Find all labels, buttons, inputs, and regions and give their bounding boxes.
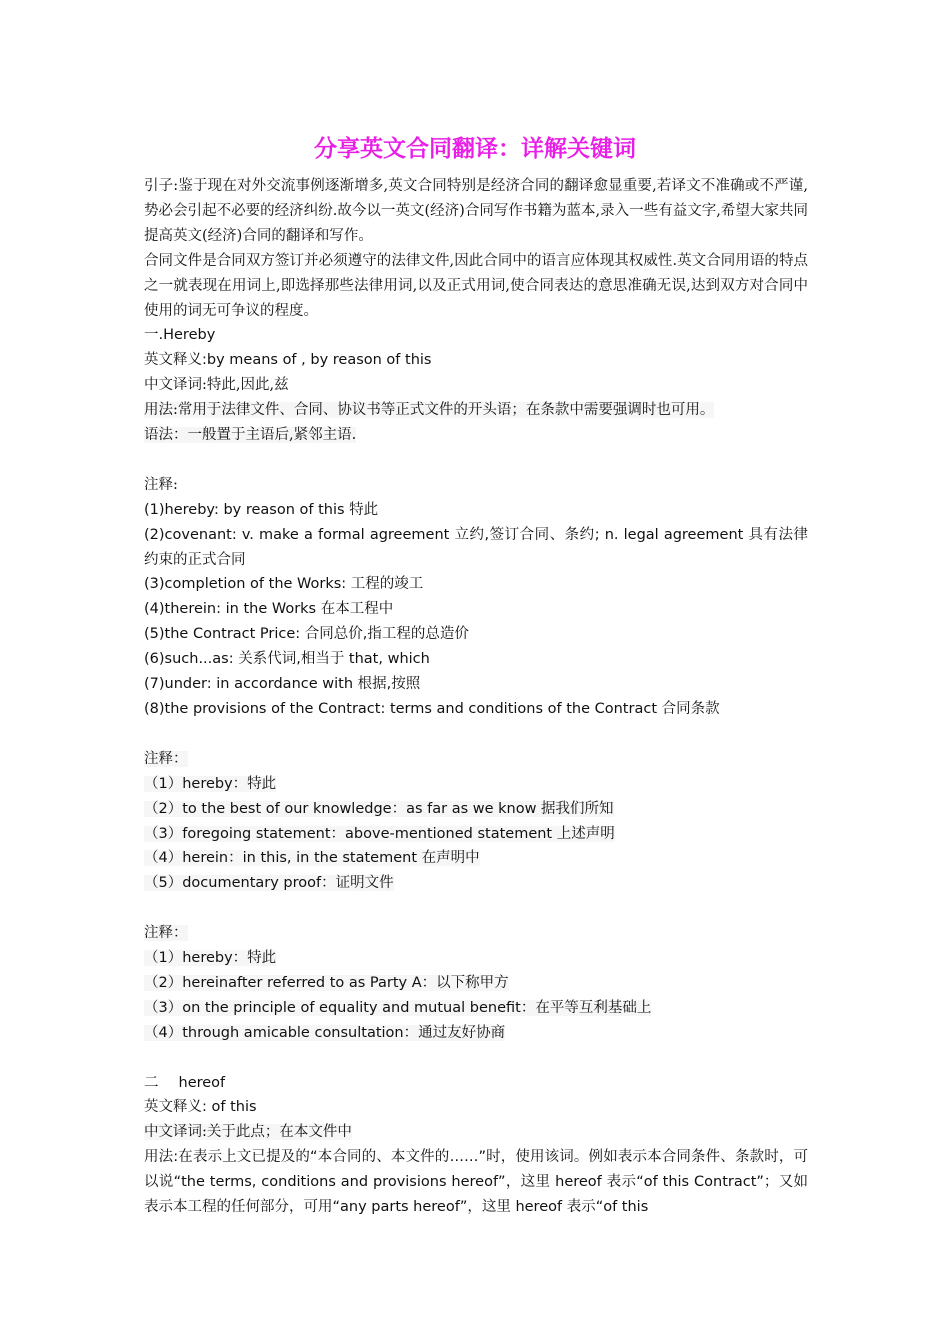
note-item: (4)therein: in the Works 在本工程中 bbox=[144, 601, 394, 618]
notes1-label: 注释: bbox=[144, 476, 178, 493]
note-item bbox=[144, 772, 808, 797]
note-item: (8)the provisions of the Contract: terms and conditions of the Contract 合同条款 bbox=[144, 701, 720, 718]
note-item bbox=[144, 946, 808, 971]
note-item: (3)completion of the Works: 工程的竣工 bbox=[144, 576, 424, 593]
note-item-text: （4）herein：in this, in the statement 在声明中 bbox=[144, 850, 480, 867]
legal-language-paragraph: 合同文件是合同双方签订并必须遵守的法律文件,因此合同中的语言应体现其权威性.英文合同用语的特点之一就表现在用词上,即选择那些法律用词,以及正式用词,使合同表达的意思准确无误,达到双方对合同中使用的词无可争议的程度。 bbox=[144, 252, 808, 319]
hereby-grammar bbox=[144, 423, 808, 448]
note-item-text: （2）to the best of our knowledge：as far as we know 据我们所知 bbox=[144, 800, 614, 817]
note-item bbox=[144, 996, 808, 1021]
hereof-heading-number: 二 bbox=[144, 1074, 159, 1091]
note-item-text: （3）foregoing statement：above-mentioned statement 上述声明 bbox=[144, 825, 615, 842]
notes3-label-text: 注释： bbox=[144, 925, 188, 942]
note-item: (5)the Contract Price: 合同总价,指工程的总造价 bbox=[144, 626, 469, 643]
note-item bbox=[144, 822, 808, 847]
hereby-chinese-definition: 中文译词:特此,因此,兹 bbox=[144, 377, 289, 394]
note-item: (7)under: in accordance with 根据,按照 bbox=[144, 676, 421, 693]
intro-paragraph: 引子:鉴于现在对外交流事例逐渐增多,英文合同特别是经济合同的翻译愈显重要,若译文不准确或不严谨,势必会引起不必要的经济纠纷.故今以一英文(经济)合同写作书籍为蓝本,录入一些有益文字,希望大家共同提高英文(经济)合同的翻译和写作。 bbox=[144, 178, 808, 244]
notes3-label bbox=[144, 921, 808, 946]
spacer bbox=[144, 722, 808, 747]
hereby-heading: 一.Hereby bbox=[144, 327, 216, 344]
hereby-english-definition: 英文释义:by means of , by reason of this bbox=[144, 352, 432, 369]
note-item-text: （1）hereby：特此 bbox=[144, 775, 277, 792]
note-item-text: （4）through amicable consultation：通过友好协商 bbox=[144, 1024, 506, 1041]
hereof-heading-word: hereof bbox=[178, 1074, 226, 1091]
note-item bbox=[144, 846, 808, 871]
note-item-text: （2）hereinafter referred to as Party A：以下称甲方 bbox=[144, 974, 509, 991]
hereof-chinese-definition-text: 中文译词:关于此点；在本文件中 bbox=[144, 1124, 352, 1141]
note-item bbox=[144, 1021, 808, 1046]
note-item: (6)such...as: 关系代词,相当于 that, which bbox=[144, 651, 430, 668]
document-title: 分享英文合同翻译：详解关键词 bbox=[314, 136, 636, 162]
hereby-grammar-text: 语法：一般置于主语后,紧邻主语. bbox=[144, 427, 357, 444]
note-item bbox=[144, 797, 808, 822]
hereof-heading bbox=[144, 1071, 808, 1096]
document-body bbox=[144, 174, 808, 1220]
spacer bbox=[144, 1046, 808, 1071]
note-item-text: （5）documentary proof：证明文件 bbox=[144, 875, 394, 892]
note-item-text: （1）hereby：特此 bbox=[144, 950, 277, 967]
note-item: (1)hereby: by reason of this 特此 bbox=[144, 501, 379, 518]
hereof-chinese-definition bbox=[144, 1120, 808, 1145]
notes2-label bbox=[144, 747, 808, 772]
note-item bbox=[144, 971, 808, 996]
note-item bbox=[144, 871, 808, 896]
note-item-text: （3）on the principle of equality and mutual benefit：在平等互利基础上 bbox=[144, 999, 652, 1016]
spacer bbox=[144, 448, 808, 473]
hereof-english-definition: 英文释义: of this bbox=[144, 1099, 257, 1116]
hereby-usage bbox=[144, 398, 808, 423]
hereof-usage: 用法:在表示上文已提及的“本合同的、本文件的……”时，使用该词。例如表示本合同条件、条款时，可以说“the terms, conditions and provisions hereof”，这里 hereof 表示“of this Contract”；又如表示本工程的任何部分，可用“any parts hereof”，这里 hereof 表示“of this bbox=[144, 1149, 808, 1216]
notes2-label-text: 注释： bbox=[144, 750, 188, 767]
spacer bbox=[144, 896, 808, 921]
note-item: (2)covenant: v. make a formal agreement 立约,签订合同、条约; n. legal agreement 具有法律约束的正式合同 bbox=[144, 526, 808, 568]
hereby-usage-text: 用法:常用于法律文件、合同、协议书等正式文件的开头语；在条款中需要强调时也可用。 bbox=[144, 402, 715, 419]
